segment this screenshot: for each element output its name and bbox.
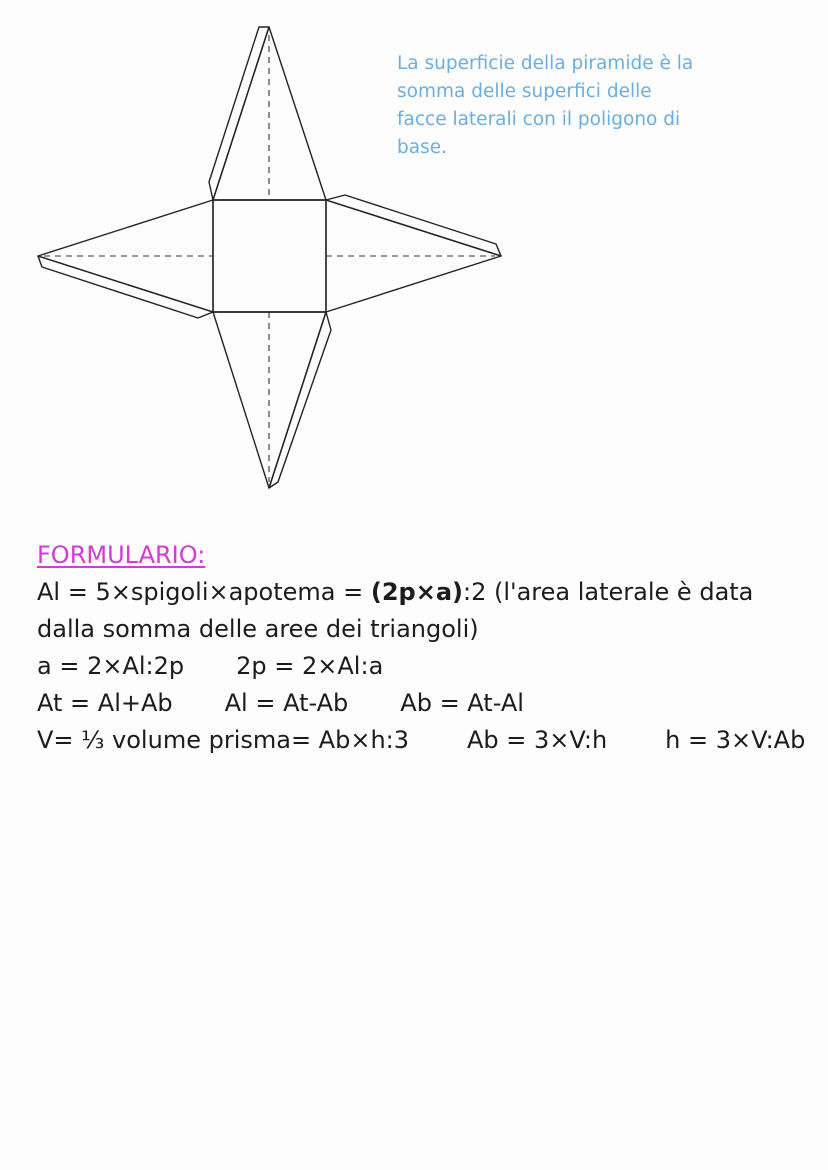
formula-height: h = 3×V:Ab: [665, 726, 806, 754]
formulario-title: FORMULARIO:: [37, 541, 206, 569]
pyramid-surface-note: La superficie della piramide è la somma delle superfici delle facce laterali con il poligono di base.: [397, 53, 694, 158]
formula-apothem: a = 2×Al:2p: [37, 652, 185, 680]
formula-line-3: [37, 685, 807, 722]
formula-perimeter-apothem: (2p×a): [370, 578, 463, 606]
formula-base-area: Ab = At-Al: [400, 689, 524, 717]
bottom-flap: [269, 312, 331, 488]
base-square: [213, 200, 326, 312]
formula-base-from-volume: Ab = 3×V:h: [467, 726, 608, 754]
formula-lateral-from-total: Al = At-Ab: [224, 689, 349, 717]
formula-line-2: [37, 648, 807, 685]
formula-line-4: [37, 722, 807, 759]
formula-line-1: [37, 574, 807, 648]
formula-lateral-area: Al = 5×spigoli×apotema =: [37, 578, 371, 606]
left-flap: [38, 256, 213, 318]
formula-perimeter: 2p = 2×Al:a: [236, 652, 384, 680]
right-flap: [326, 195, 501, 256]
top-flap: [209, 27, 269, 200]
formula-volume: V= ⅓ volume prisma= Ab×h:3: [37, 726, 410, 754]
formulario-section: [37, 537, 807, 759]
formula-lateral-area-note: :2 (l'area laterale è data dalla somma delle aree dei triangoli): [37, 578, 754, 643]
formula-total-area: At = Al+Ab: [37, 689, 173, 717]
